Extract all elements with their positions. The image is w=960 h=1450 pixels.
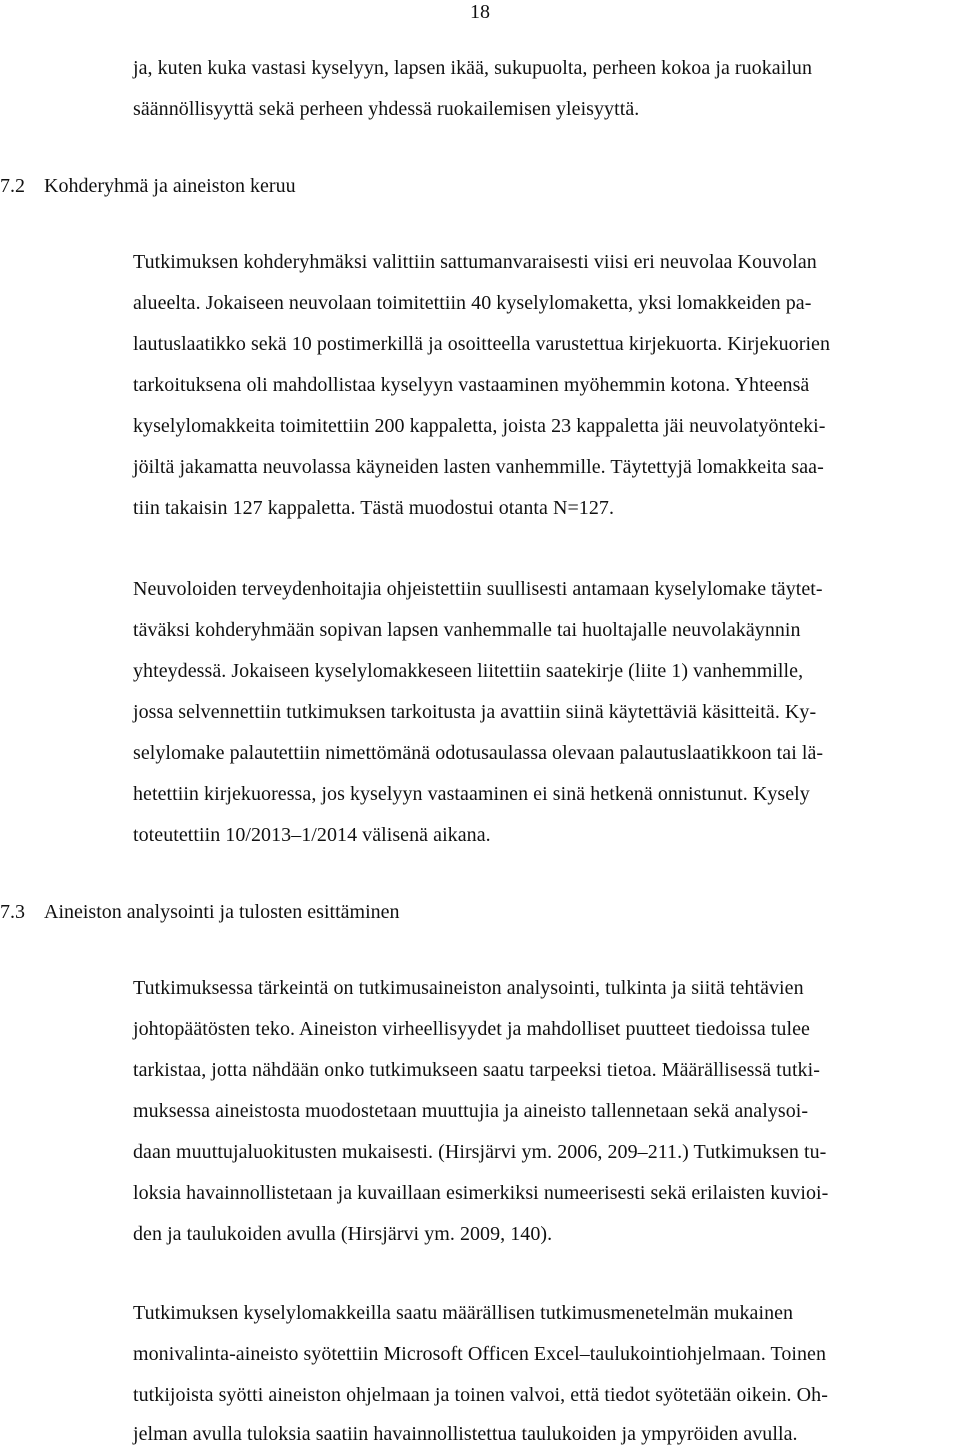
text-line: Tutkimuksen kohderyhmäksi valittiin sattumanvaraisesti viisi eri neuvolaa Kouvolan: [133, 251, 817, 273]
section-title: Kohderyhmä ja aineiston keruu: [44, 175, 296, 197]
text-line: alueelta. Jokaiseen neuvolaan toimitettiin 40 kyselylomaketta, yksi lomakkeiden pa-: [133, 292, 812, 314]
text-line: säännöllisyyttä sekä perheen yhdessä ruokailemisen yleisyyttä.: [133, 98, 640, 120]
text-line: tutkijoista syötti aineiston ohjelmaan ja toinen valvoi, että tiedot syötetään oikein. Oh-: [133, 1384, 828, 1406]
text-line: kyselylomakkeita toimitettiin 200 kappaletta, joista 23 kappaletta jäi neuvolatyönteki-: [133, 415, 826, 437]
section-title: Aineiston analysointi ja tulosten esittäminen: [44, 901, 400, 923]
text-line: jelman avulla tuloksia saatiin havainnollistettua taulukoiden ja ympyröiden avulla.: [133, 1423, 798, 1445]
text-line: Tutkimuksen kyselylomakkeilla saatu määrällisen tutkimusmenetelmän mukainen: [133, 1302, 794, 1324]
page-number: 18: [470, 1, 490, 23]
text-line: muksessa aineistosta muodostetaan muuttujia ja aineisto tallennetaan sekä analysoi-: [133, 1100, 809, 1122]
text-line: Neuvoloiden terveydenhoitajia ohjeistettiin suullisesti antamaan kyselylomake täytet-: [133, 578, 823, 600]
text-line: daan muuttujaluokitusten mukaisesti. (Hirsjärvi ym. 2006, 209–211.) Tutkimuksen tu-: [133, 1141, 827, 1163]
text-line: tarkistaa, jotta nähdään onko tutkimukseen saatu tarpeeksi tietoa. Määrällisessä tutki-: [133, 1059, 820, 1081]
text-line: lautuslaatikko sekä 10 postimerkillä ja osoitteella varustettua kirjekuorta. Kirjekuorien: [133, 333, 831, 355]
text-line: toteutettiin 10/2013–1/2014 välisenä aikana.: [133, 824, 491, 846]
text-line: täväksi kohderyhmään sopivan lapsen vanhemmalle tai huoltajalle neuvolakäynnin: [133, 619, 801, 641]
text-line: tarkoituksena oli mahdollistaa kyselyyn vastaaminen myöhemmin kotona. Yhteensä: [133, 374, 810, 396]
text-line: tiin takaisin 127 kappaletta. Tästä muodostui otanta N=127.: [133, 497, 614, 519]
section-heading-7-2: [0, 174, 296, 198]
text-line: johtopäätösten teko. Aineiston virheellisyydet ja mahdolliset puutteet tiedoissa tulee: [133, 1018, 810, 1040]
text-line: loksia havainnollistetaan ja kuvaillaan esimerkiksi numeerisesti sekä erilaisten kuvioi-: [133, 1182, 829, 1204]
section-heading-7-3: [0, 900, 400, 924]
text-line: hetettiin kirjekuoressa, jos kyselyyn vastaaminen ei sinä hetkenä onnistunut. Kysely: [133, 783, 810, 805]
text-line: den ja taulukoiden avulla (Hirsjärvi ym. 2009, 140).: [133, 1223, 553, 1245]
text-line: jossa selvennettiin tutkimuksen tarkoitusta ja avattiin siinä käytettäviä käsitteitä. Ky-: [133, 701, 817, 723]
text-line: ja, kuten kuka vastasi kyselyyn, lapsen ikää, sukupuolta, perheen kokoa ja ruokailun: [133, 57, 813, 79]
text-line: yhteydessä. Jokaiseen kyselylomakkeseen liitettiin saatekirje (liite 1) vanhemmille,: [133, 660, 804, 682]
text-line: jöiltä jakamatta neuvolassa käyneiden lasten vanhemmille. Täytettyjä lomakkeita saa-: [133, 456, 824, 478]
text-line: Tutkimuksessa tärkeintä on tutkimusaineiston analysointi, tulkinta ja siitä tehtävien: [133, 977, 804, 999]
section-number: 7.2: [0, 175, 25, 197]
text-line: selylomake palautettiin nimettömänä odotusaulassa olevaan palautuslaatikkoon tai lä-: [133, 742, 824, 764]
section-number: 7.3: [0, 901, 25, 923]
text-line: monivalinta-aineisto syötettiin Microsoft Officen Excel–taulukointiohjelmaan. Toinen: [133, 1343, 827, 1365]
